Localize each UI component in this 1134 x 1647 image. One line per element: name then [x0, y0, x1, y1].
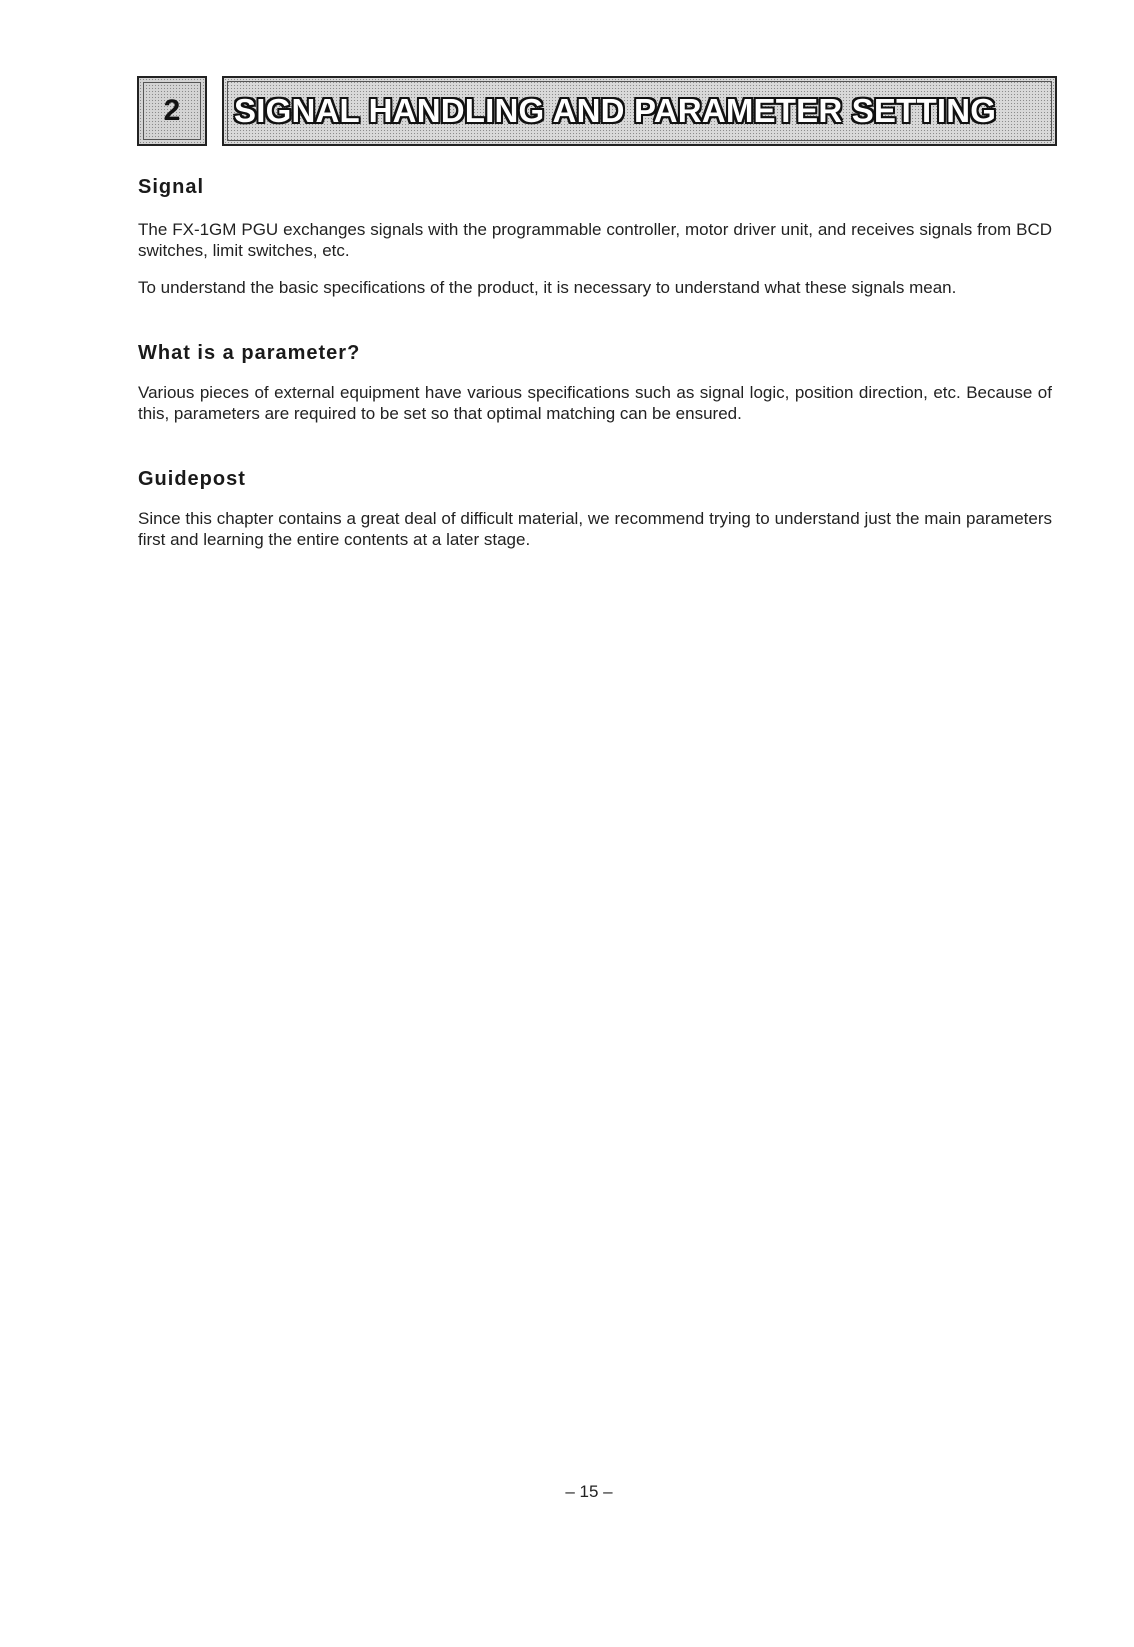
section-heading: Signal — [138, 176, 205, 198]
paragraph: Since this chapter contains a great deal of difficult material, we recommend trying to understand just the main parameters first and learning the entire contents at a later stage. — [138, 509, 1052, 549]
chapter-header — [137, 76, 1057, 146]
paragraph: Various pieces of external equipment have various specifications such as signal logic, position direction, etc. Because of this, parameters are required to be set so that optimal matching can be ensured. — [138, 383, 1052, 423]
section-heading: What is a parameter? — [138, 342, 361, 364]
section-heading: Guidepost — [138, 468, 246, 490]
section-guidepost — [138, 468, 1052, 550]
section-what-is-a-parameter — [138, 342, 1052, 424]
chapter-number: 2 — [163, 94, 181, 127]
page-number: – 15 – — [565, 1482, 613, 1501]
paragraph: The FX-1GM PGU exchanges signals with the programmable controller, motor driver unit, and receives signals from BCD switches, limit switches, etc. — [138, 220, 1052, 260]
chapter-number-box — [137, 76, 207, 146]
paragraph: To understand the basic specifications of the product, it is necessary to understand what these signals mean. — [138, 278, 957, 297]
section-signal — [138, 176, 1052, 298]
chapter-title-box — [222, 76, 1057, 146]
chapter-title: SIGNAL HANDLING AND PARAMETER SETTING — [234, 92, 997, 129]
